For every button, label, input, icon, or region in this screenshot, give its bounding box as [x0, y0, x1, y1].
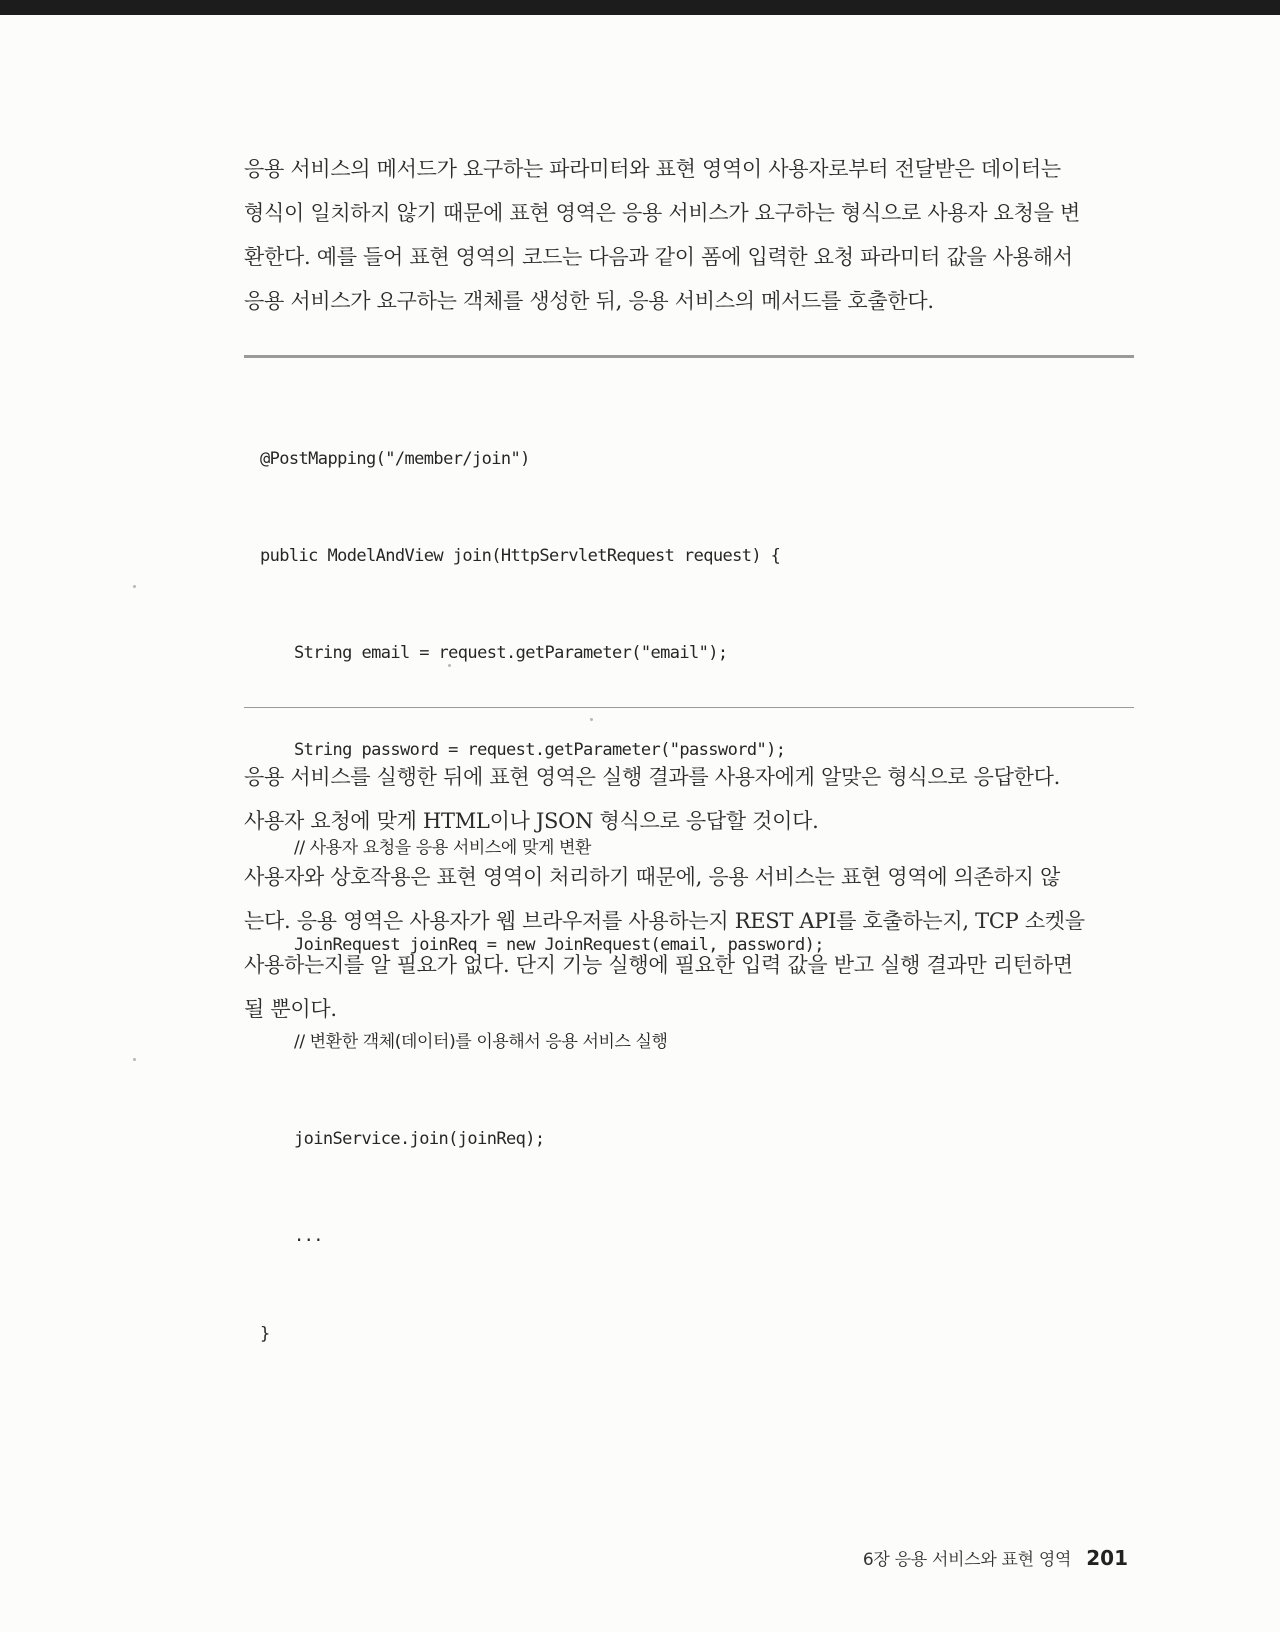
scan-speck [133, 1058, 136, 1061]
paragraph-line: 응용 서비스의 메서드가 요구하는 파라미터와 표현 영역이 사용자로부터 전달받은 데이터는 [244, 157, 1061, 181]
code-line: @PostMapping("/member/join") [260, 448, 530, 469]
paragraph-line: 사용자와 상호작용은 표현 영역이 처리하기 때문에, 응용 서비스는 표현 영역에 의존하지 않 [244, 865, 1060, 889]
code-line: } [260, 1323, 270, 1344]
paragraph-response [244, 755, 1134, 843]
paragraph-line: 사용자 요청에 맞게 HTML이나 JSON 형식으로 응답할 것이다. [244, 809, 819, 833]
scan-speck [133, 585, 136, 588]
page-number: 201 [1086, 1545, 1128, 1570]
scan-speck [590, 718, 593, 721]
paragraph-line: 사용하는지를 알 필요가 없다. 단지 기능 실행에 필요한 입력 값을 받고 실행 결과만 리턴하면 [244, 953, 1073, 977]
code-comment: // 변환한 객체(데이터)를 이용해서 응용 서비스 실행 [294, 1032, 668, 1053]
paragraph-line: 환한다. 예를 들어 표현 영역의 코드는 다음과 같이 폼에 입력한 요청 파라미터 값을 사용해서 [244, 245, 1073, 269]
paragraph-line: 응용 서비스를 실행한 뒤에 표현 영역은 실행 결과를 사용자에게 알맞은 형식으로 응답한다. [244, 765, 1060, 789]
paragraph-line: 응용 서비스가 요구하는 객체를 생성한 뒤, 응용 서비스의 메서드를 호출한다. [244, 289, 934, 313]
code-line: joinService.join(joinReq); [294, 1129, 545, 1150]
paragraph-line: 될 뿐이다. [244, 997, 337, 1021]
code-line: public ModelAndView join(HttpServletRequest request) { [260, 546, 781, 567]
code-line: String email = request.getParameter("email"); [294, 643, 728, 664]
code-line: JoinRequest joinReq = new JoinRequest(email, password); [294, 934, 824, 955]
scan-speck [448, 664, 451, 667]
paragraph-dependency [244, 855, 1134, 1031]
page-footer [863, 1545, 1128, 1570]
code-comment: // 사용자 요청을 응용 서비스에 맞게 변환 [294, 837, 592, 858]
scan-top-edge [0, 0, 1280, 15]
paragraph-line: 는다. 응용 영역은 사용자가 웹 브라우저를 사용하는지 REST API를 호출하는지, TCP 소켓을 [244, 909, 1085, 933]
paragraph-line: 형식이 일치하지 않기 때문에 표현 영역은 응용 서비스가 요구하는 형식으로 사용자 요청을 변 [244, 201, 1080, 225]
chapter-title: 6장 응용 서비스와 표현 영역 [862, 1550, 1072, 1570]
paragraph-intro [244, 147, 1134, 323]
code-line: String password = request.getParameter("password"); [294, 740, 786, 761]
code-line: ... [294, 1226, 323, 1247]
